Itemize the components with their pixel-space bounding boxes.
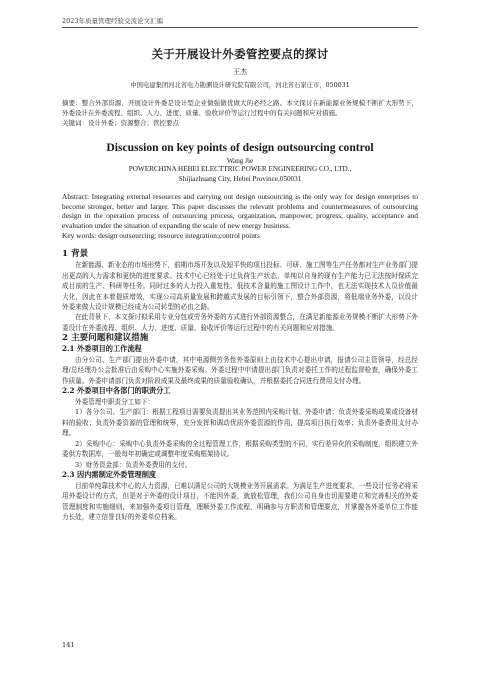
- list-item: 2）采购中心：采购中心负责外委采购的全过程管理工作，根据采购类型的不同，实行差异化的采购制度，组织建立外委供方数据库，一般每年初确定或调整年度采购框架协议。: [62, 439, 418, 459]
- subsection-heading-workflow: 2.1 外委项目的工作流程: [62, 344, 142, 354]
- body-paragraph: 外委管理中职责分工如下：: [75, 397, 155, 406]
- english-keywords: Key words: design outsourcing; resource integration;control points: [62, 230, 260, 240]
- chinese-title: 关于开展设计外委管控要点的探讨: [151, 47, 329, 61]
- chinese-author: 王杰: [233, 68, 247, 76]
- subsection-heading-regulations: 2.3 因内需制定外委管理制度: [62, 470, 157, 480]
- running-head: 2023年质量管理经验交流论文汇编: [62, 16, 418, 28]
- chinese-affiliation: 中国电建集团河北省电力勘测设计研究院有限公司，河北省石家庄市，050031: [130, 82, 350, 89]
- section-heading-issues: 2 主要问题和建议措施: [62, 333, 149, 344]
- page-number: 141: [62, 641, 75, 649]
- list-item: 1）各分公司、生产部门：根据工程项目需要负责提出其业务范围内采购计划、外委申请；负责外委采购成果或设备材料的验收；负责外委资源的管理和统筹，充分发挥和调动优质外委资源的作用，提高项目执行效率；负责外委费用支付办理。: [62, 408, 418, 438]
- body-paragraph: 目前单纯靠技术中心的人力资源，已难以满足公司的大规模业务开展需求。为满足生产进度要求，一些设计任务必将采用外委设计的方式，但是对于外委的设计项目，不能因外委，就放松管理，我们公司自身也切需要建立和完善相关的外委管理制度和实施细则，来加强外委项目管理，理顺外委工作流程，明确参与方职责和管理要点，并掌握各外委单位工作能力长处，建立信誉良好的外委单位档案。: [62, 481, 418, 522]
- article-content: [62, 46, 418, 522]
- english-title: Discussion on key points of design outsourcing control: [106, 141, 374, 155]
- english-author: Wang Jie: [226, 157, 254, 166]
- list-item: 3）财务资金部：负责外委费用的支付。: [75, 460, 192, 469]
- english-affiliation-line2: Shijiazhuang City, Hebei Province,050031: [178, 174, 302, 183]
- english-affiliation-line1: POWERCHINA HEBEI ELECTTRIC POWER ENGINEERING CO., LTD.,: [128, 165, 352, 174]
- subsection-heading-responsibilities: 2.2 外委项目中各部门的职责分工: [62, 386, 171, 396]
- chinese-abstract: 摘要：整合外部资源、开展设计外委是设计型企业做强做优做大的必经之路。本文探讨在新能源业务规模不断扩大形势下，外委设计在外委流程、组织、人力、进度、质量、验收评价等运行过程中的有关问题和应对措施。: [62, 99, 418, 118]
- chinese-keywords: 关键词：设计外委；资源整合；管控要点: [62, 119, 179, 128]
- body-paragraph: 由分公司、生产部门提出外委申请，其中电源侧劳务性外委原则上由技术中心提出申请，报请公司主管领导，经总经理/总经理办公会批准后由采购中心实施外委采购。外委过程中申请提出部门负责对委托工作的过程监督检查，确保外委工作质量。外委申请部门负责对阶段成果及最终成果的质量验收确认，并根据委托合同进行费用支付办理。: [62, 355, 418, 385]
- body-paragraph: 在此背景下，本文探讨拟采用专业分包或劳务外委的方式进行外部资源整合，在满足新能源业务规模不断扩大形势下外委设计在外委流程、组织、人力、进度、质量、验收评价等运行过程中的有关问题和应对措施。: [62, 313, 418, 332]
- english-abstract: Abstract: Integrating external resources and carrying out design outsourcing is the only way for design enterprises to become stronger, better and larger. This paper discusses the relevant problems and countermeasures of outsourcing design in the operation process of outsourcing process, organization, manpower, progress, quality, acceptance and evaluation under the situation of expanding the scale of new energy business.: [62, 192, 418, 230]
- section-heading-background: 1 背景: [62, 249, 89, 260]
- body-paragraph: 在新能源、新业态的市场形势下，前期市场开发以及短平快的项目投标、可研、施工图等生产任务都对生产业务部门提出更高的人力需求和更快的进度要求。技术中心已经处于过负荷生产状态，单纯以自身的现有生产能力已无法按时保质完成目前的生产、科研等任务。同时过多的人力投入重复性、低技术含量的施工图设计工作中，也无法实现技术人员价值最大化，因此在本着提质增效，实现公司高质量发展和跨越式发展的目标引领下，整合外部资源，将低端业务外委，以设计外委来做大设计规模已经成为公司转型的必由之路。: [62, 261, 418, 311]
